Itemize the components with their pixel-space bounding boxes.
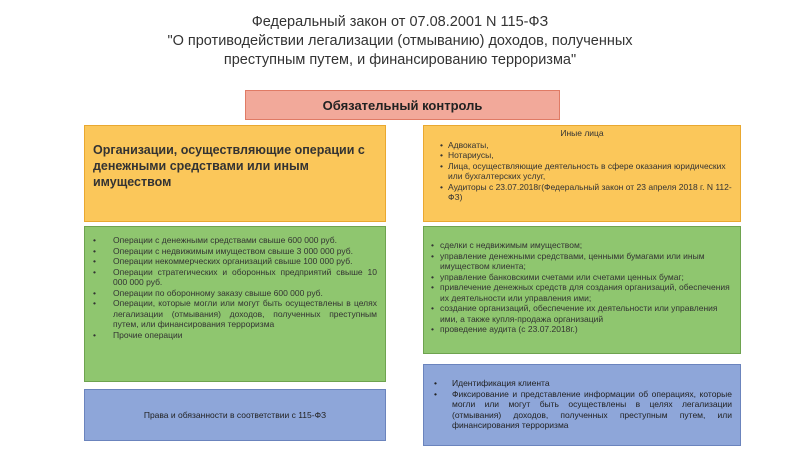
transactions-list	[430, 240, 732, 335]
title-line-3: преступным путем, и финансированию терроризма"	[223, 52, 577, 68]
list-item: • Операции с недвижимым имуществом свыше 3 000 000 руб.	[89, 246, 377, 257]
list-item: • создание организаций, обеспечение их деятельности или управления ими, а также купля-продажа организаций	[430, 303, 732, 324]
slide-title	[100, 13, 700, 70]
organizations-box	[84, 125, 386, 222]
list-item: • управление банковскими счетами или счетами ценных бумаг;	[430, 272, 732, 283]
other-persons-heading: Иные лица	[560, 128, 604, 138]
list-item: • Идентификация клиента	[430, 378, 732, 389]
list-item: • Операции с денежными средствами свыше 600 000 руб.	[89, 235, 377, 246]
operations-box	[84, 226, 386, 382]
list-item: • управление денежными средствами, ценными бумагами или иным имуществом клиента;	[430, 251, 732, 272]
other-persons-list	[432, 140, 732, 203]
rights-label: Права и обязанности в соответствии с 115-ФЗ	[143, 410, 327, 420]
list-item: • Операции, которые могли или могут быть осуществлены в целях легализации (отмывания) доходов, полученных преступным путем, или финансирования терроризма	[89, 298, 377, 330]
mandatory-control-label: Обязательный контроль	[322, 97, 483, 113]
title-line-2: "О противодействии легализации (отмыванию) доходов, полученных	[167, 33, 633, 49]
list-item: • проведение аудита (с 23.07.2018г.)	[430, 324, 732, 335]
list-item: • Операции по оборонному заказу свыше 600 000 руб.	[89, 288, 377, 299]
duties-box	[423, 364, 741, 446]
list-item: • Операции некоммерческих организаций свыше 100 000 руб.	[89, 256, 377, 267]
rights-box	[84, 389, 386, 441]
mandatory-control-box	[245, 90, 560, 120]
list-item: • привлечение денежных средств для создания организаций, обеспечения их деятельности или управления ими;	[430, 282, 732, 303]
organizations-label: Организации, осуществляющие операции с денежными средствами или иным имуществом	[93, 143, 365, 189]
list-item: • Лица, осуществляющие деятельность в сфере оказания юридических или бухгалтерских услуг,	[442, 161, 732, 182]
list-item: • Адвокаты,	[442, 140, 732, 151]
other-persons-box	[423, 125, 741, 222]
transactions-box	[423, 226, 741, 354]
list-item: • Нотариусы,	[442, 150, 732, 161]
title-line-1: Федеральный закон от 07.08.2001 N 115-ФЗ	[251, 14, 549, 30]
operations-list	[89, 235, 377, 340]
list-item: • Фиксирование и представление информации об операциях, которые могли или могут быть осуществлены в целях легализации (отмывания) доходов, полученных преступным путем, или финансирования терроризма	[430, 389, 732, 431]
list-item: • Аудиторы с 23.07.2018г(Федеральный закон от 23 апреля 2018 г. N 112-ФЗ)	[442, 182, 732, 203]
duties-list	[430, 378, 732, 431]
list-item: • сделки с недвижимым имуществом;	[430, 240, 732, 251]
list-item: • Прочие операции	[89, 330, 377, 341]
list-item: • Операции стратегических и оборонных предприятий свыше 10 000 000 руб.	[89, 267, 377, 288]
